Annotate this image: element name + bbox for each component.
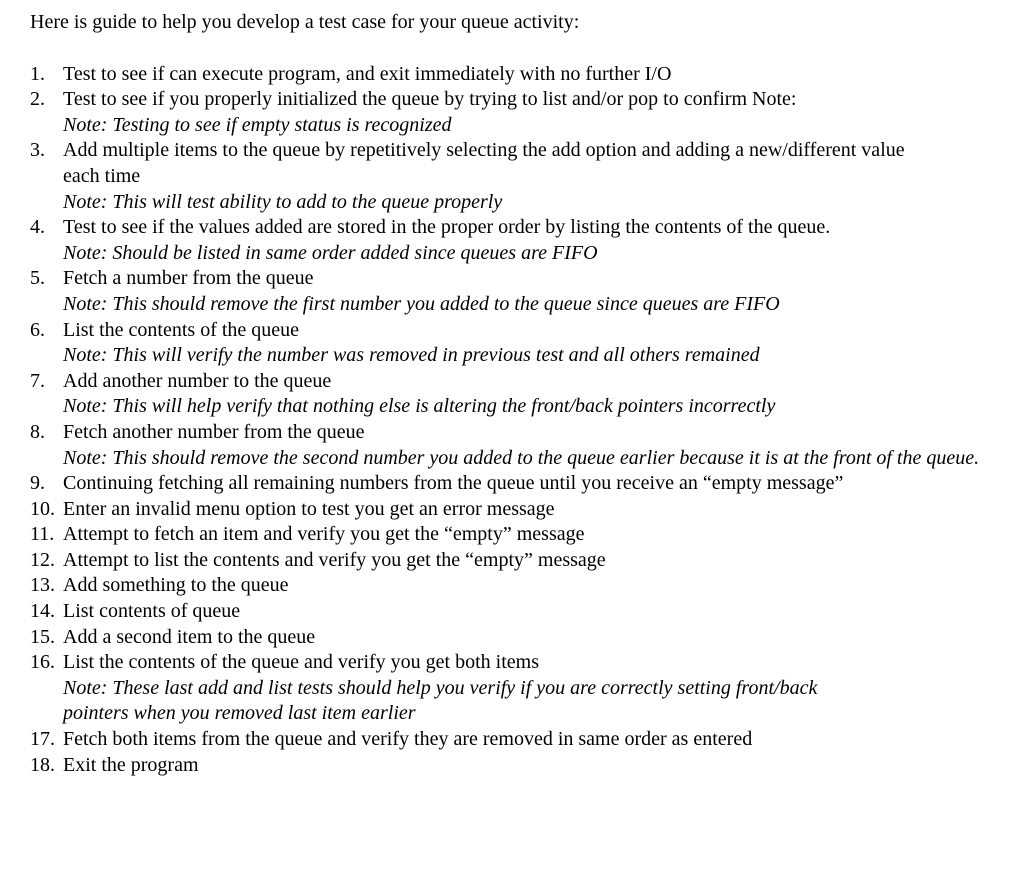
step-text: Attempt to list the contents and verify you get the “empty” message (63, 548, 606, 571)
step-text: List the contents of the queue and verify you get both items (63, 651, 539, 674)
list-item (30, 753, 1010, 779)
step-text: Add another number to the queue (63, 369, 332, 392)
step-text: Enter an invalid menu option to test you get an error message (63, 497, 555, 520)
step-number: 18. (30, 753, 55, 776)
step-text: List contents of queue (63, 600, 241, 623)
step-text: Exit the program (63, 753, 199, 776)
list-item (30, 650, 1010, 727)
step-text: Add a second item to the queue (63, 625, 316, 648)
list-item (30, 62, 1010, 88)
list-item (30, 497, 1010, 523)
step-text: Fetch both items from the queue and verify they are removed in same order as entered (63, 728, 753, 751)
step-number: 15. (30, 625, 55, 648)
step-note: Note: This should remove the second number you added to the queue earlier because it is at the front of the queue. (63, 446, 980, 469)
step-note: Note: Should be listed in same order added since queues are FIFO (63, 241, 598, 264)
step-number: 2. (30, 88, 45, 111)
list-item (30, 318, 1010, 369)
list-item (30, 522, 1010, 548)
test-step-list (30, 62, 1010, 779)
step-number: 16. (30, 651, 55, 674)
step-text: Test to see if the values added are stored in the proper order by listing the contents of the queue. (63, 216, 831, 239)
step-note: Note: This will test ability to add to the queue properly (63, 190, 503, 213)
step-number: 10. (30, 497, 55, 520)
step-number: 17. (30, 728, 55, 751)
step-number: 11. (30, 523, 55, 546)
step-note: Note: This will help verify that nothing else is altering the front/back pointers incorrectly (63, 395, 776, 418)
step-number: 4. (30, 216, 45, 239)
step-text: Fetch a number from the queue (63, 267, 314, 290)
step-text: List the contents of the queue (63, 318, 300, 341)
step-number: 14. (30, 600, 55, 623)
list-item (30, 215, 1010, 266)
step-number: 6. (30, 318, 45, 341)
step-number: 13. (30, 574, 55, 597)
list-item (30, 420, 1010, 471)
step-text: Fetch another number from the queue (63, 420, 365, 443)
intro-text: Here is guide to help you develop a test case for your queue activity: (30, 11, 580, 33)
step-number: 5. (30, 267, 45, 290)
step-number: 1. (30, 62, 45, 85)
step-text: Add multiple items to the queue by repetitively selecting the add option and adding a new/different value each time (63, 139, 905, 187)
list-item (30, 625, 1010, 651)
list-item (30, 599, 1010, 625)
step-text: Attempt to fetch an item and verify you get the “empty” message (63, 523, 585, 546)
list-item (30, 727, 1010, 753)
list-item (30, 471, 1010, 497)
step-number: 3. (30, 139, 45, 162)
list-item (30, 138, 1010, 215)
step-note: Note: This will verify the number was removed in previous test and all others remained (63, 344, 760, 367)
step-number: 12. (30, 548, 55, 571)
list-item (30, 548, 1010, 574)
list-item (30, 87, 1010, 138)
step-text: Continuing fetching all remaining numbers from the queue until you receive an “empty message” (63, 472, 844, 495)
step-text: Test to see if you properly initialized the queue by trying to list and/or pop to confirm Note: (63, 88, 797, 111)
list-item (30, 573, 1010, 599)
step-text: Add something to the queue (63, 574, 289, 597)
step-text: Test to see if can execute program, and exit immediately with no further I/O (63, 62, 672, 85)
step-note: Note: Testing to see if empty status is recognized (63, 113, 452, 136)
step-note: Note: This should remove the first number you added to the queue since queues are FIFO (63, 292, 780, 315)
step-note: Note: These last add and list tests should help you verify if you are correctly setting front/back pointers when you removed last item earlier (63, 676, 818, 725)
list-item (30, 266, 1010, 317)
step-number: 7. (30, 369, 45, 392)
step-number: 8. (30, 420, 45, 443)
step-number: 9. (30, 472, 45, 495)
list-item (30, 369, 1010, 420)
